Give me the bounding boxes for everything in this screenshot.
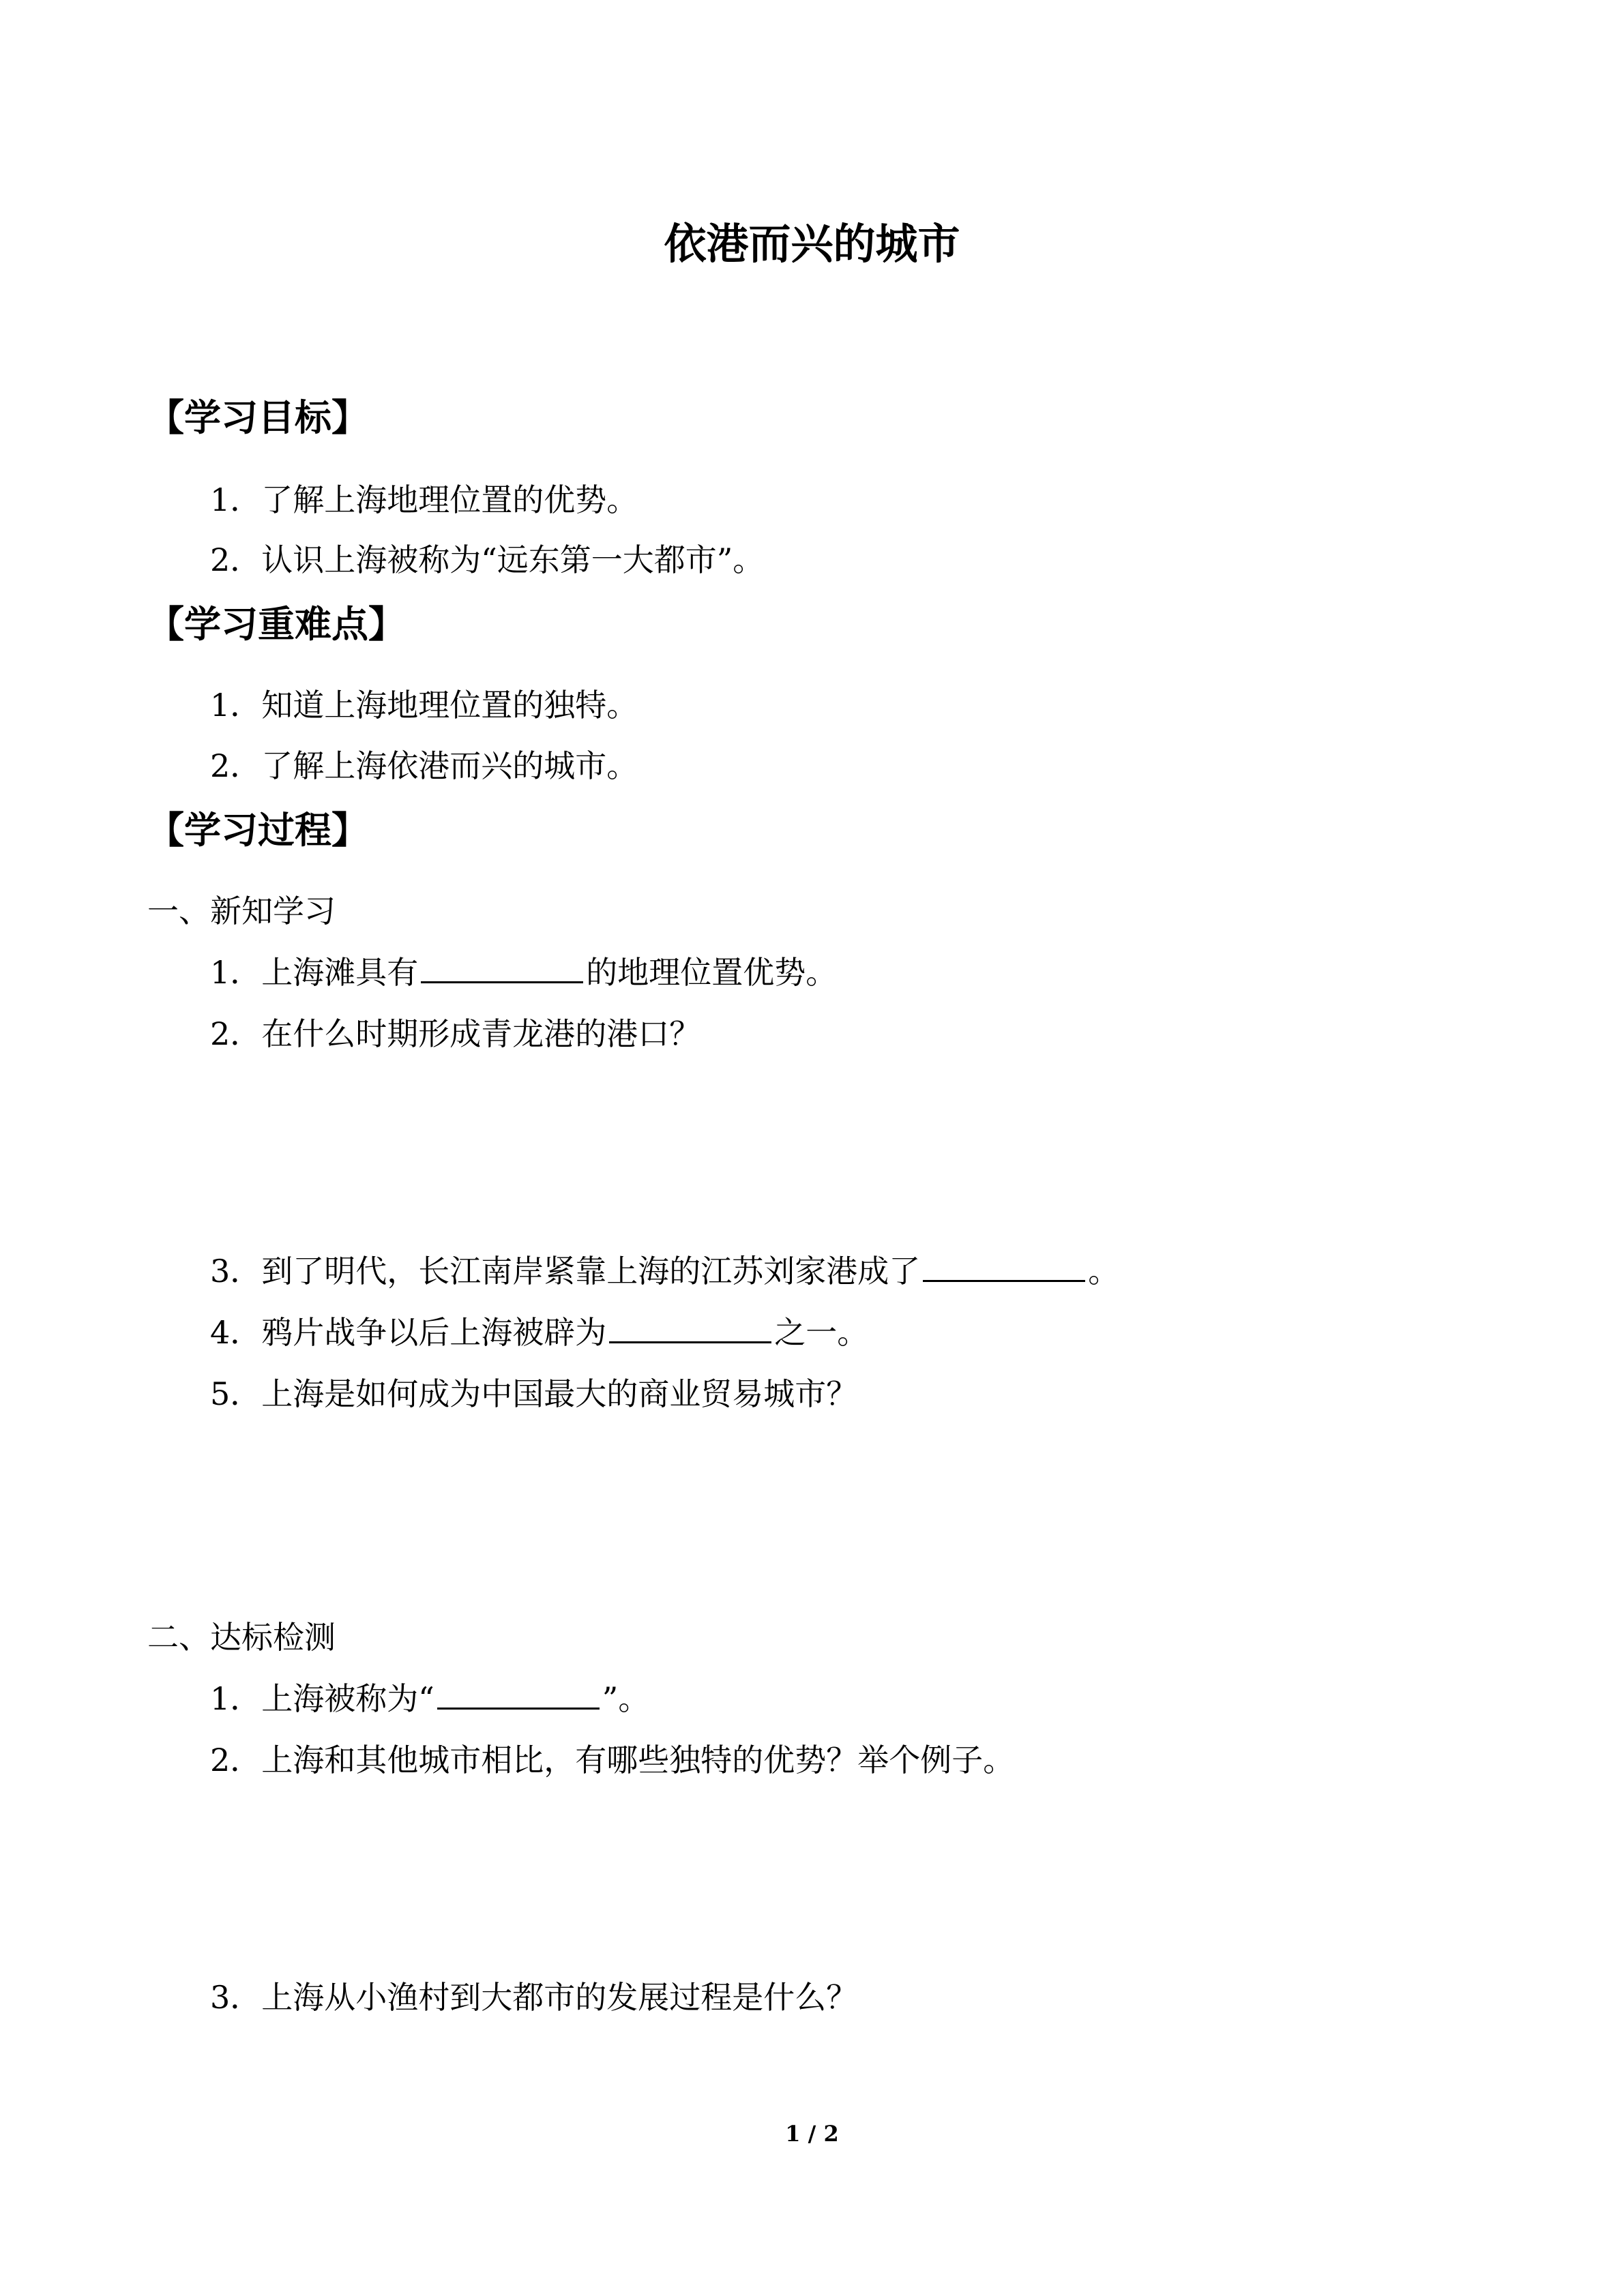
- answer-blank[interactable]: [609, 1310, 771, 1343]
- assessment-question-1: [210, 1674, 649, 1719]
- objective-item: 1．了解上海地理位置的优势。: [210, 481, 638, 518]
- question-text: 。: [1088, 1253, 1120, 1289]
- new-knowledge-question-4: [210, 1308, 868, 1353]
- key-points-heading: 【学习重难点】: [147, 603, 405, 646]
- new-knowledge-question-2: 2．在什么时期形成青龙港的港口？: [210, 1015, 701, 1052]
- new-knowledge-question-5: 5．上海是如何成为中国最大的商业贸易城市？: [210, 1375, 858, 1412]
- question-text: 1．上海滩具有: [210, 954, 419, 991]
- page-title: 依港而兴的城市: [664, 219, 960, 269]
- new-knowledge-question-3: [210, 1247, 1119, 1292]
- question-text: 3．到了明代，长江南岸紧靠上海的江苏刘家港成了: [210, 1253, 921, 1289]
- answer-blank[interactable]: [421, 950, 583, 983]
- assessment-label: 二、达标检测: [147, 1619, 336, 1656]
- answer-blank[interactable]: [923, 1249, 1085, 1282]
- assessment-question-3: 3．上海从小渔村到大都市的发展过程是什么？: [210, 1979, 858, 2016]
- question-text: ”。: [602, 1680, 650, 1717]
- process-heading: 【学习过程】: [147, 809, 368, 852]
- question-text: 4．鸦片战争以后上海被辟为: [210, 1314, 607, 1351]
- objective-item: 2．认识上海被称为“远东第一大都市”。: [210, 541, 765, 578]
- assessment-question-2: 2．上海和其他城市相比，有哪些独特的优势？举个例子。: [210, 1742, 1015, 1778]
- key-point-item: 2．了解上海依港而兴的城市。: [210, 747, 638, 784]
- page-number: 1 / 2: [785, 2121, 839, 2147]
- new-knowledge-question-1: [210, 948, 837, 993]
- new-knowledge-label: 一、新知学习: [147, 893, 336, 929]
- question-text: 之一。: [774, 1314, 869, 1351]
- key-point-item: 1．知道上海地理位置的独特。: [210, 687, 638, 724]
- question-text: 1．上海被称为“: [210, 1680, 434, 1717]
- question-text: 的地理位置优势。: [586, 954, 838, 991]
- objectives-heading: 【学习目标】: [147, 396, 368, 439]
- answer-blank[interactable]: [437, 1676, 600, 1710]
